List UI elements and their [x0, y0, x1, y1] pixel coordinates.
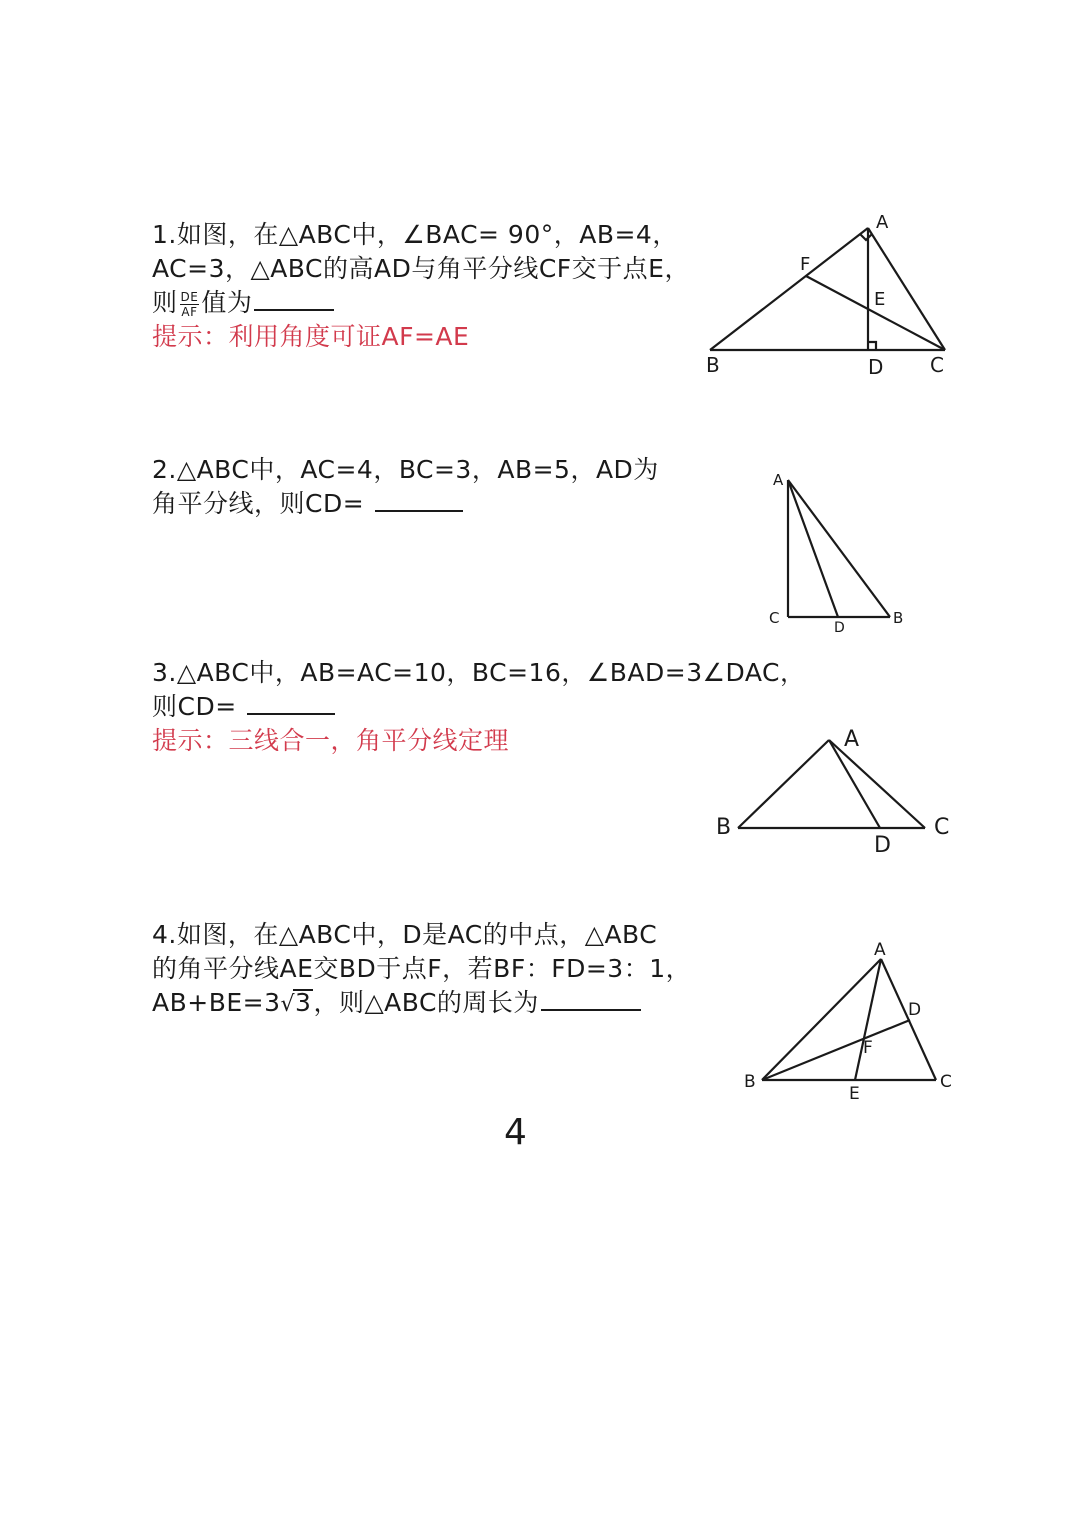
segment-ab	[788, 480, 890, 617]
problem-4-line-2: 的角平分线AE交BD于点F，若BF：FD=3：1，	[152, 954, 692, 983]
label-f: F	[863, 1038, 873, 1058]
segment-ab	[710, 228, 868, 350]
problem-1-figure	[700, 210, 960, 380]
problem-3-line-1: 3.△ABC中，AB=AC=10，BC=16，∠BAD=3∠DAC，	[152, 658, 806, 687]
problem-2	[152, 453, 659, 521]
label-b: B	[706, 353, 720, 377]
label-a: A	[773, 471, 784, 489]
problem-1-line-1: 1.如图，在△ABC中，∠BAC= 90°，AB=4，	[152, 220, 678, 249]
label-c: C	[934, 815, 950, 840]
sqrt-argument: 3	[295, 988, 312, 1017]
answer-blank	[375, 504, 463, 512]
segment-ab	[762, 959, 881, 1080]
label-b: B	[893, 609, 904, 627]
problem-2-line-2-text: 角平分线，则CD=	[152, 489, 365, 518]
segment-ab	[738, 740, 829, 828]
segment-ad	[829, 740, 880, 828]
fraction-denominator: AF	[181, 304, 198, 319]
label-a: A	[876, 212, 889, 233]
problem-4-line-3-suffix: ，则△ABC的周长为	[313, 988, 539, 1017]
problem-4-figure	[740, 935, 960, 1105]
answer-blank	[541, 1003, 641, 1011]
label-b: B	[744, 1072, 756, 1092]
segment-ac	[829, 740, 925, 828]
problem-1-line-3-suffix: 值为	[201, 288, 253, 317]
label-d: D	[868, 355, 884, 379]
problem-4	[152, 918, 691, 1022]
label-b: B	[716, 815, 732, 840]
problem-1-line-2: AC=3，△ABC的高AD与角平分线CF交于点E，	[152, 254, 690, 283]
answer-blank	[254, 303, 334, 311]
label-e: E	[874, 289, 886, 310]
sqrt-symbol: √	[280, 992, 296, 1017]
label-e: E	[849, 1084, 860, 1104]
label-d: D	[908, 1000, 922, 1020]
label-a: A	[844, 727, 860, 752]
right-angle-mark-a	[860, 234, 872, 240]
problem-4-line-3-prefix: AB+BE=3	[152, 988, 281, 1017]
problem-2-line-1: 2.△ABC中，AC=4，BC=3，AB=5，AD为	[152, 455, 659, 484]
problem-1	[152, 218, 690, 354]
label-f: F	[800, 254, 811, 275]
problem-3-line-2	[152, 690, 805, 724]
problem-2-figure	[765, 465, 915, 635]
label-a: A	[874, 940, 886, 960]
problem-1-line-3	[152, 286, 690, 320]
label-d: D	[834, 620, 845, 636]
problem-3-line-2-text: 则CD=	[152, 692, 237, 721]
label-c: C	[930, 353, 944, 377]
label-c: C	[940, 1072, 952, 1092]
problem-4-line-1: 4.如图，在△ABC中，D是AC的中点，△ABC	[152, 920, 658, 949]
bisector-ad	[788, 480, 838, 617]
answer-blank	[247, 707, 335, 715]
problem-3-figure	[712, 720, 962, 860]
fraction-de-af	[180, 291, 200, 318]
median-bd	[762, 1020, 910, 1080]
problem-1-hint: 提示：利用角度可证AF=AE	[152, 322, 470, 351]
problem-2-line-2	[152, 487, 659, 521]
page-number: 4	[504, 1112, 527, 1153]
label-d: D	[874, 833, 891, 858]
bisector-cf	[806, 276, 945, 350]
bisector-ae	[855, 959, 881, 1080]
problem-3	[152, 656, 805, 758]
label-c: C	[769, 609, 780, 627]
problem-3-hint: 提示：三线合一，角平分线定理	[152, 726, 510, 755]
fraction-numerator: DE	[180, 289, 199, 304]
right-angle-mark-d	[868, 342, 876, 350]
problem-4-line-3	[152, 986, 691, 1022]
problem-1-line-3-prefix: 则	[152, 288, 178, 317]
